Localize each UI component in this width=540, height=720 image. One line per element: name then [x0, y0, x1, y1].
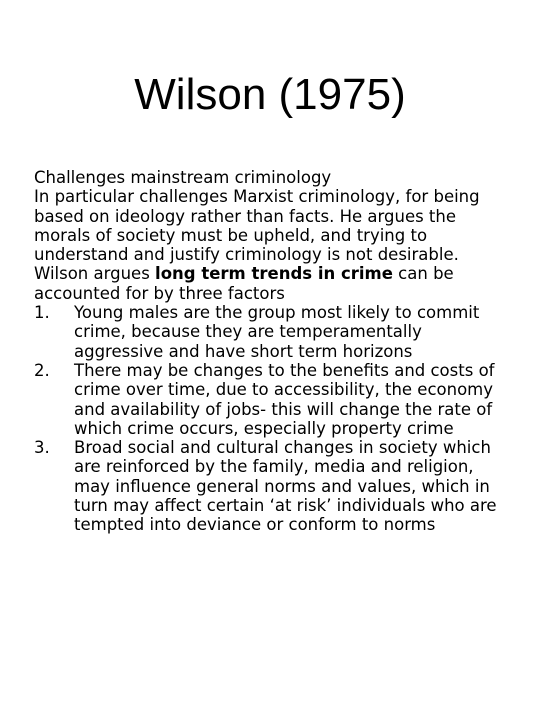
list-item-text: Young males are the group most likely to commit crime, because they are temperamentally aggressive and have short term horizons	[74, 303, 480, 361]
list-item-factor-3	[34, 438, 514, 534]
list-number: 1.	[34, 303, 50, 323]
slide-body	[34, 168, 514, 535]
slide-title: Wilson (1975)	[134, 70, 406, 120]
emphasis-long-term-trends: long term trends in crime	[155, 264, 393, 284]
list-item-factor-1	[34, 303, 514, 361]
wilson-argues-tail: can be accounted for by three factors	[34, 264, 454, 303]
factors-list	[34, 303, 514, 535]
paragraph-wilson-argues	[34, 264, 514, 303]
list-number: 2.	[34, 360, 50, 380]
paragraph-marxist-challenge: In particular challenges Marxist criminology, for being based on ideology rather than facts. He argues the morals of society must be upheld, and trying to understand and justify criminology is not desirable.	[34, 187, 480, 265]
wilson-argues-lead: Wilson argues	[34, 264, 156, 284]
list-item-text: There may be changes to the benefits and costs of crime over time, due to accessibility, the economy and availability of jobs- this will change the rate of which crime occurs, especially property crime	[74, 360, 495, 438]
list-number: 3.	[34, 438, 50, 458]
paragraph-intro: Challenges mainstream criminology	[34, 168, 332, 187]
list-item-text: Broad social and cultural changes in society which are reinforced by the family, media and religion, may influence general norms and values, which in turn may affect certain ‘at risk’ individuals who are tempted into deviance or conform to norms	[74, 438, 497, 535]
list-item-factor-2	[34, 361, 514, 438]
